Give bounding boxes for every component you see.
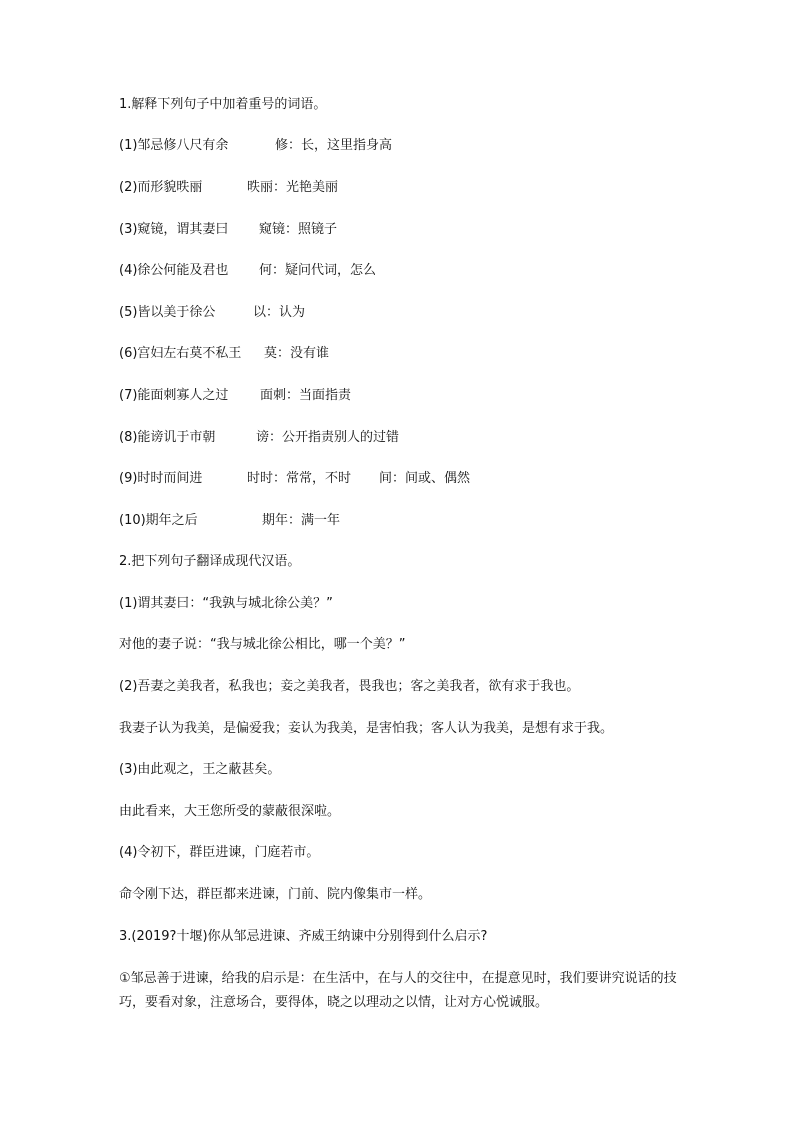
q1-item-3-answer: 窥镜：照镜子 [259, 222, 338, 237]
q2-title: 2.把下列句子翻译成现代汉语。 [119, 554, 301, 569]
q1-item-3-sentence: (3)窥镜，谓其妻曰 [119, 222, 229, 237]
q1-item-4-answer: 何：疑问代词，怎么 [259, 263, 377, 278]
q2-item-4-translation: 命令刚下达，群臣都来进谏，门前、院内像集市一样。 [119, 887, 432, 902]
q1-item-9-answer: 时时：常常，不时 [247, 471, 352, 486]
q3-title: 3.(2019?十堰)你从邹忌进谏、齐威王纳谏中分别得到什么启示? [119, 929, 488, 944]
q2-item-2-source: (2)吾妻之美我者，私我也；妾之美我者，畏我也；客之美我者，欲有求于我也。 [119, 679, 580, 694]
q1-item-1-answer: 修：长，这里指身高 [275, 138, 393, 153]
q1-item-5-sentence: (5)皆以美于徐公 [119, 305, 216, 320]
q1-item-8-sentence: (8)能谤讥于市朝 [119, 430, 216, 445]
q1-item-7 [119, 387, 351, 405]
q1-item-2 [119, 179, 338, 197]
q2-item-1-source: (1)谓其妻曰：“我孰与城北徐公美？” [119, 596, 333, 611]
q3-answer-1: ①邹忌善于进谏，给我的启示是：在生活中，在与人的交往中，在提意见时，我们要讲究说话的技巧，要看对象，注意场合，要得体，晓之以理动之以情，让对方心悦诚服。 [119, 971, 677, 1010]
q2-item-4-source: (4)令初下，群臣进谏，门庭若市。 [119, 845, 320, 860]
q2-item-1-translation: 对他的妻子说：“我与城北徐公相比，哪一个美？” [119, 637, 406, 652]
q1-item-8 [119, 429, 399, 447]
q1-item-10-sentence: (10)期年之后 [119, 513, 198, 528]
q1-item-2-answer: 昳丽：光艳美丽 [247, 180, 339, 195]
q1-item-9 [119, 470, 470, 488]
q1-item-5 [119, 304, 305, 322]
q1-item-7-answer: 面刺：当面指责 [260, 388, 352, 403]
q1-item-5-answer: 以：认为 [253, 305, 306, 320]
q1-item-4 [119, 262, 376, 280]
q1-item-3 [119, 221, 337, 239]
q1-item-1 [119, 137, 392, 155]
q1-item-8-answer: 谤：公开指责别人的过错 [256, 430, 400, 445]
q1-item-2-sentence: (2)而形貌昳丽 [119, 180, 203, 195]
q1-item-9-answer-2: 间：间或、偶然 [379, 471, 471, 486]
q2-item-3-translation: 由此看来，大王您所受的蒙蔽很深啦。 [119, 804, 341, 819]
q1-title: 1.解释下列句子中加着重号的词语。 [119, 97, 327, 112]
q1-item-1-sentence: (1)邹忌修八尺有余 [119, 138, 229, 153]
q1-item-10 [119, 512, 340, 530]
q2-item-3-source: (3)由此观之，王之蔽甚矣。 [119, 762, 281, 777]
q1-item-6 [119, 345, 329, 363]
q1-item-4-sentence: (4)徐公何能及君也 [119, 263, 229, 278]
q1-item-10-answer: 期年：满一年 [262, 513, 341, 528]
q1-item-6-sentence: (6)宫妇左右莫不私王 [119, 346, 242, 361]
q1-item-6-answer: 莫：没有谁 [264, 346, 330, 361]
q1-item-9-sentence: (9)时时而间进 [119, 471, 203, 486]
q2-item-2-translation: 我妻子认为我美，是偏爱我；妾认为我美，是害怕我；客人认为我美，是想有求于我。 [119, 721, 614, 736]
q1-item-7-sentence: (7)能面刺寡人之过 [119, 388, 229, 403]
